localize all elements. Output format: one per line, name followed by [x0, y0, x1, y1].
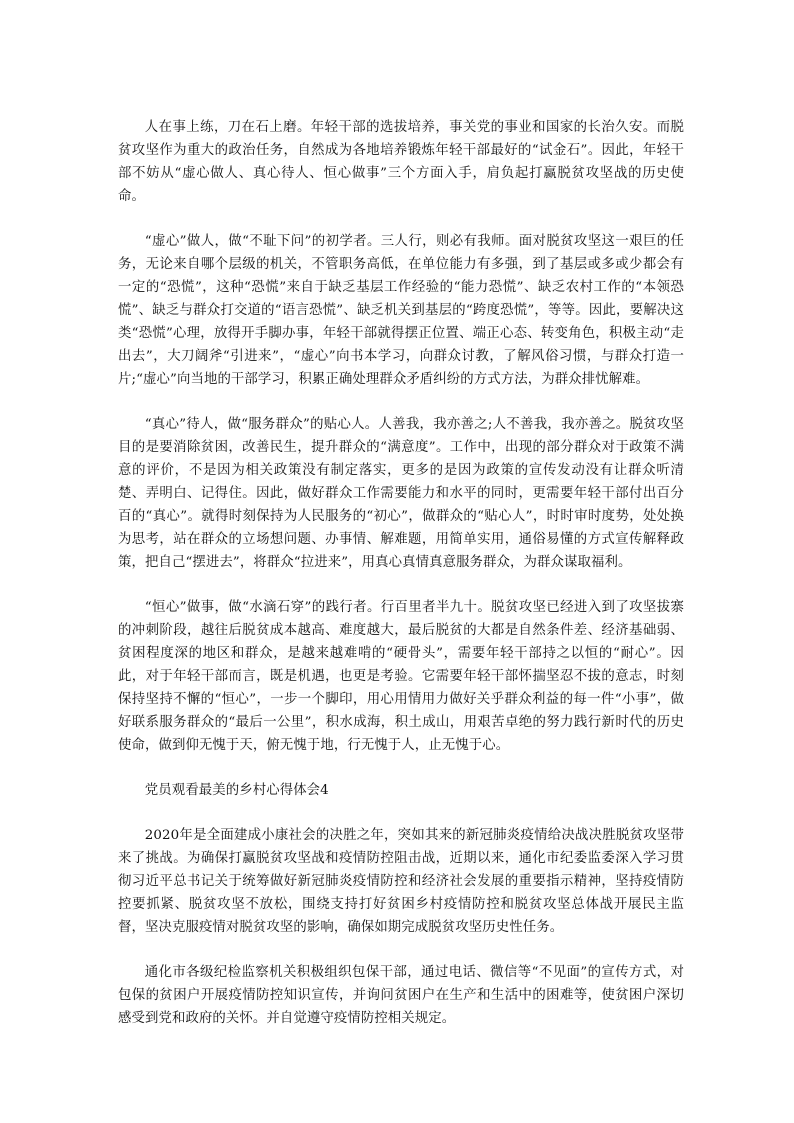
- paragraph-intro: 人在事上练，刀在石上磨。年轻干部的选拔培养，事关党的事业和国家的长治久安。而脱贫攻坚作为重大的政治任务，自然成为各地培养锻炼年轻干部最好的“试金石”。因此，年轻干部不妨从“虚心做人、真心待人、恒心做事”三个方面入手，肩负起打赢脱贫攻坚战的历史使命。: [118, 120, 684, 204]
- document-body: [118, 116, 684, 1052]
- paragraph-tonghua: 通化市各级纪检监察机关积极组织包保干部，通过电话、微信等“不见面”的宣传方式，对包保的贫困户开展疫情防控知识宣传，并询问贫困户在生产和生活中的困难等，使贫困户深切感受到党和政府的关怀。并自觉遵守疫情防控相关规定。: [118, 965, 684, 1026]
- section-heading: 党员观看最美的乡村心得体会4: [144, 783, 329, 798]
- paragraph-sincere: “真心”待人，做“服务群众”的贴心人。人善我，我亦善之;人不善我，我亦善之。脱贫攻坚目的是要消除贫困，改善民生，提升群众的“满意度”。工作中，出现的部分群众对于政策不满意的评价，不是因为相关政策没有制定落实，更多的是因为政策的宣传发动没有让群众听清楚、弄明白、记得住。因此，做好群众工作需要能力和水平的同时，更需要年轻干部付出百分百的“真心”。就得时刻保持为人民服务的“初心”，做群众的“贴心人”，时时审时度势，处处换为思考，站在群众的立场想问题、办事情、解难题，用简单实用，通俗易懂的方式宣传解释政策，把自己“摆进去”，将群众“拉进来”，用真心真情真意服务群众，为群众谋取福利。: [118, 417, 684, 570]
- paragraph-humble: “虚心”做人，做“不耻下问”的初学者。三人行，则必有我师。面对脱贫攻坚这一艰巨的任务，无论来自哪个层级的机关，不管职务高低，在单位能力有多强，到了基层或多或少都会有一定的“恐慌”，这种“恐慌”来自于缺乏基层工作经验的“能力恐慌”、缺乏农村工作的“本领恐慌”、缺乏与群众打交道的“语言恐慌”、缺乏机关到基层的“跨度恐慌”，等等。因此，要解决这类“恐慌”心理，放得开手脚办事，年轻干部就得摆正位置、端正心态、转变角色，积极主动“走出去”，大刀阔斧“引进来”，“虚心”向书本学习，向群众讨教，了解风俗习惯，与群众打造一片;“虚心”向当地的干部学习，积累正确处理群众矛盾纠纷的方式方法，为群众排忧解难。: [118, 234, 684, 387]
- paragraph-2020: 2020年是全面建成小康社会的决胜之年，突如其来的新冠肺炎疫情给决战决胜脱贫攻坚带来了挑战。为确保打赢脱贫攻坚战和疫情防控阻击战，近期以来，通化市纪委监委深入学习贯彻习近平总书记关于统筹做好新冠肺炎疫情防控和经济社会发展的重要指示精神，坚持疫情防控要抓紧、脱贫攻坚不放松，围绕支持打好贫困乡村疫情防控和脱贫攻坚总体战开展民主监督，坚决克服疫情对脱贫攻坚的影响，确保如期完成脱贫攻坚历史性任务。: [118, 828, 684, 935]
- paragraph-perseverance: “恒心”做事，做“水滴石穿”的践行者。行百里者半九十。脱贫攻坚已经进入到了攻坚拔寨的冲刺阶段，越往后脱贫成本越高、难度越大，最后脱贫的大都是自然条件差、经济基础弱、贫困程度深的地区和群众，是越来越难啃的“硬骨头”，需要年轻干部持之以恒的“耐心”。因此，对于年轻干部而言，既是机遇，也更是考验。它需要年轻干部怀揣坚忍不拔的意志，时刻保持坚持不懈的“恒心”，一步一个脚印，用心用情用力做好关乎群众利益的每一件“小事”，做好联系服务群众的“最后一公里”，积水成海，积土成山，用艰苦卓绝的努力践行新时代的历史使命，做到仰无愧于天，俯无愧于地，行无愧于人，止无愧于心。: [118, 600, 684, 753]
